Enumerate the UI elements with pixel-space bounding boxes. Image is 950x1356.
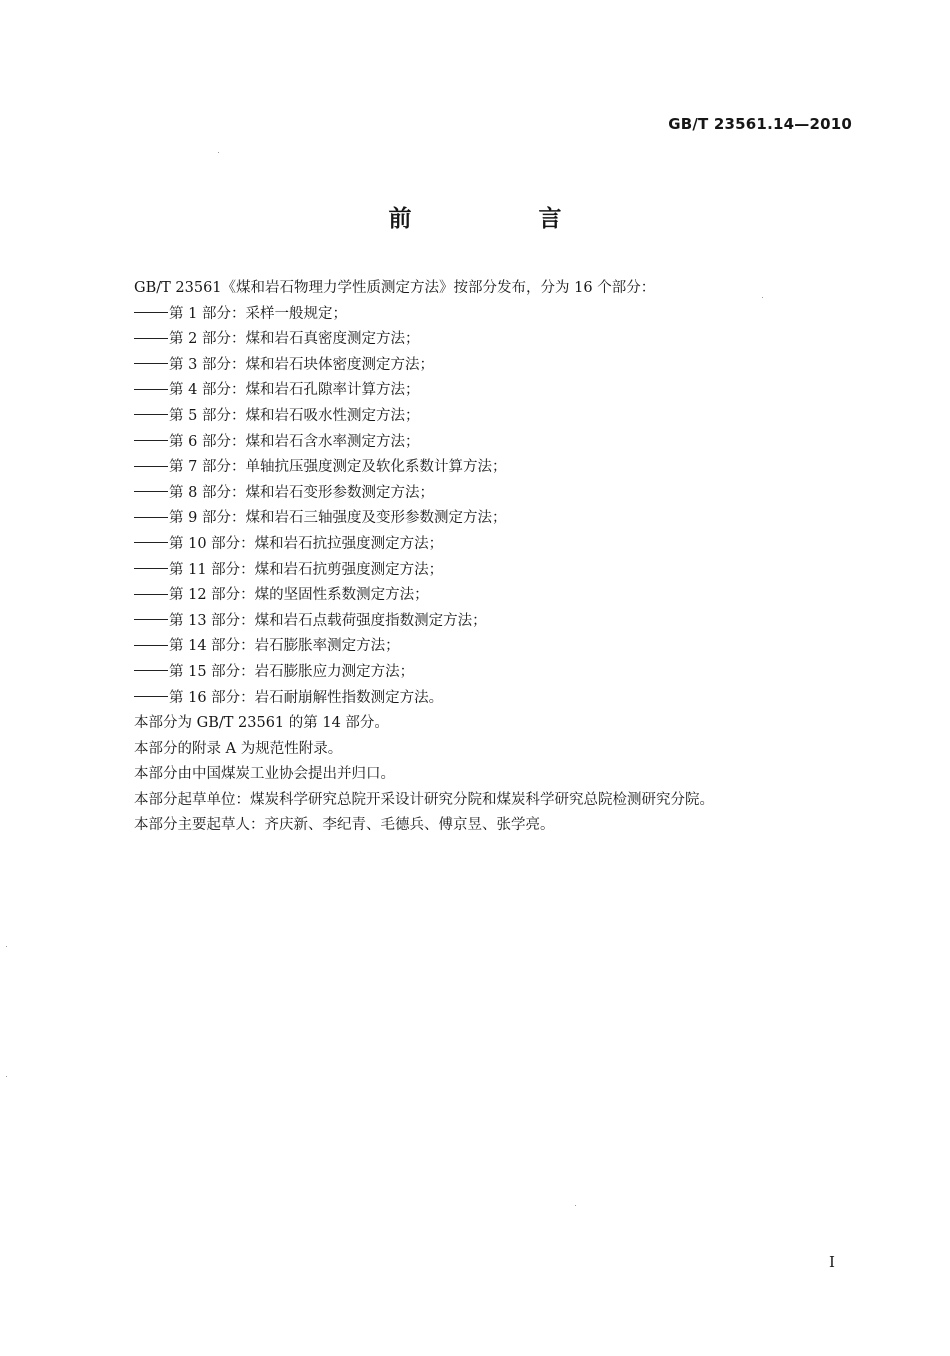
em-dash-mark <box>134 619 168 620</box>
list-item: 第 4 部分：煤和岩石孔隙率计算方法； <box>134 378 834 404</box>
list-item: 第 16 部分：岩石耐崩解性指数测定方法。 <box>134 686 834 712</box>
em-dash-mark <box>134 645 168 646</box>
list-item: 第 15 部分：岩石膨胀应力测定方法； <box>134 660 834 686</box>
em-dash-mark <box>134 312 168 313</box>
proposer-statement: 本部分由中国煤炭工业协会提出并归口。 <box>134 766 395 783</box>
em-dash-mark <box>134 414 168 415</box>
list-item: 第 12 部分：煤的坚固性系数测定方法； <box>134 583 834 609</box>
list-item: 第 5 部分：煤和岩石吸水性测定方法； <box>134 404 834 430</box>
list-item: 第 1 部分：采样一般规定； <box>134 302 834 328</box>
em-dash-mark <box>134 542 168 543</box>
em-dash-mark <box>134 594 168 595</box>
intro-paragraph: GB/T 23561《煤和岩石物理力学性质测定方法》按部分发布，分为 16 个部分： <box>134 280 656 296</box>
scan-speck <box>575 1205 576 1206</box>
em-dash-mark <box>134 670 168 671</box>
em-dash-mark <box>134 696 168 697</box>
annex-statement: 本部分的附录 A 为规范性附录。 <box>134 740 343 757</box>
foreword-body <box>134 276 834 839</box>
list-item: 第 8 部分：煤和岩石变形参数测定方法； <box>134 481 834 507</box>
list-item: 第 11 部分：煤和岩石抗剪强度测定方法； <box>134 558 834 584</box>
scan-speck <box>218 152 219 153</box>
list-item: 第 7 部分：单轴抗压强度测定及软化系数计算方法； <box>134 455 834 481</box>
em-dash-mark <box>134 466 168 467</box>
scan-speck <box>762 297 763 298</box>
drafters-statement: 本部分主要起草人：齐庆新、李纪青、毛德兵、傅京昱、张学亮。 <box>134 817 555 834</box>
list-item: 第 14 部分：岩石膨胀率测定方法； <box>134 634 834 660</box>
list-item: 第 13 部分：煤和岩石点载荷强度指数测定方法； <box>134 609 834 635</box>
em-dash-mark <box>134 491 168 492</box>
list-item: 第 6 部分：煤和岩石含水率测定方法； <box>134 430 834 456</box>
list-item: 第 9 部分：煤和岩石三轴强度及变形参数测定方法； <box>134 506 834 532</box>
page-number: I <box>829 1253 835 1271</box>
parts-list <box>134 302 834 712</box>
drafting-units-statement: 本部分起草单位：煤炭科学研究总院开采设计研究分院和煤炭科学研究总院检测研究分院。 <box>134 791 714 808</box>
em-dash-mark <box>134 338 168 339</box>
page-title: 前 言 <box>388 206 614 232</box>
standard-code: GB/T 23561.14—2010 <box>668 115 852 133</box>
em-dash-mark <box>134 389 168 390</box>
list-item: 第 10 部分：煤和岩石抗拉强度测定方法； <box>134 532 834 558</box>
em-dash-mark <box>134 363 168 364</box>
scan-speck <box>6 1076 7 1077</box>
em-dash-mark <box>134 568 168 569</box>
list-item: 第 2 部分：煤和岩石真密度测定方法； <box>134 327 834 353</box>
em-dash-mark <box>134 440 168 441</box>
em-dash-mark <box>134 517 168 518</box>
list-item: 第 3 部分：煤和岩石块体密度测定方法； <box>134 353 834 379</box>
scan-speck <box>6 946 7 947</box>
part-number-statement: 本部分为 GB/T 23561 的第 14 部分。 <box>134 715 389 732</box>
